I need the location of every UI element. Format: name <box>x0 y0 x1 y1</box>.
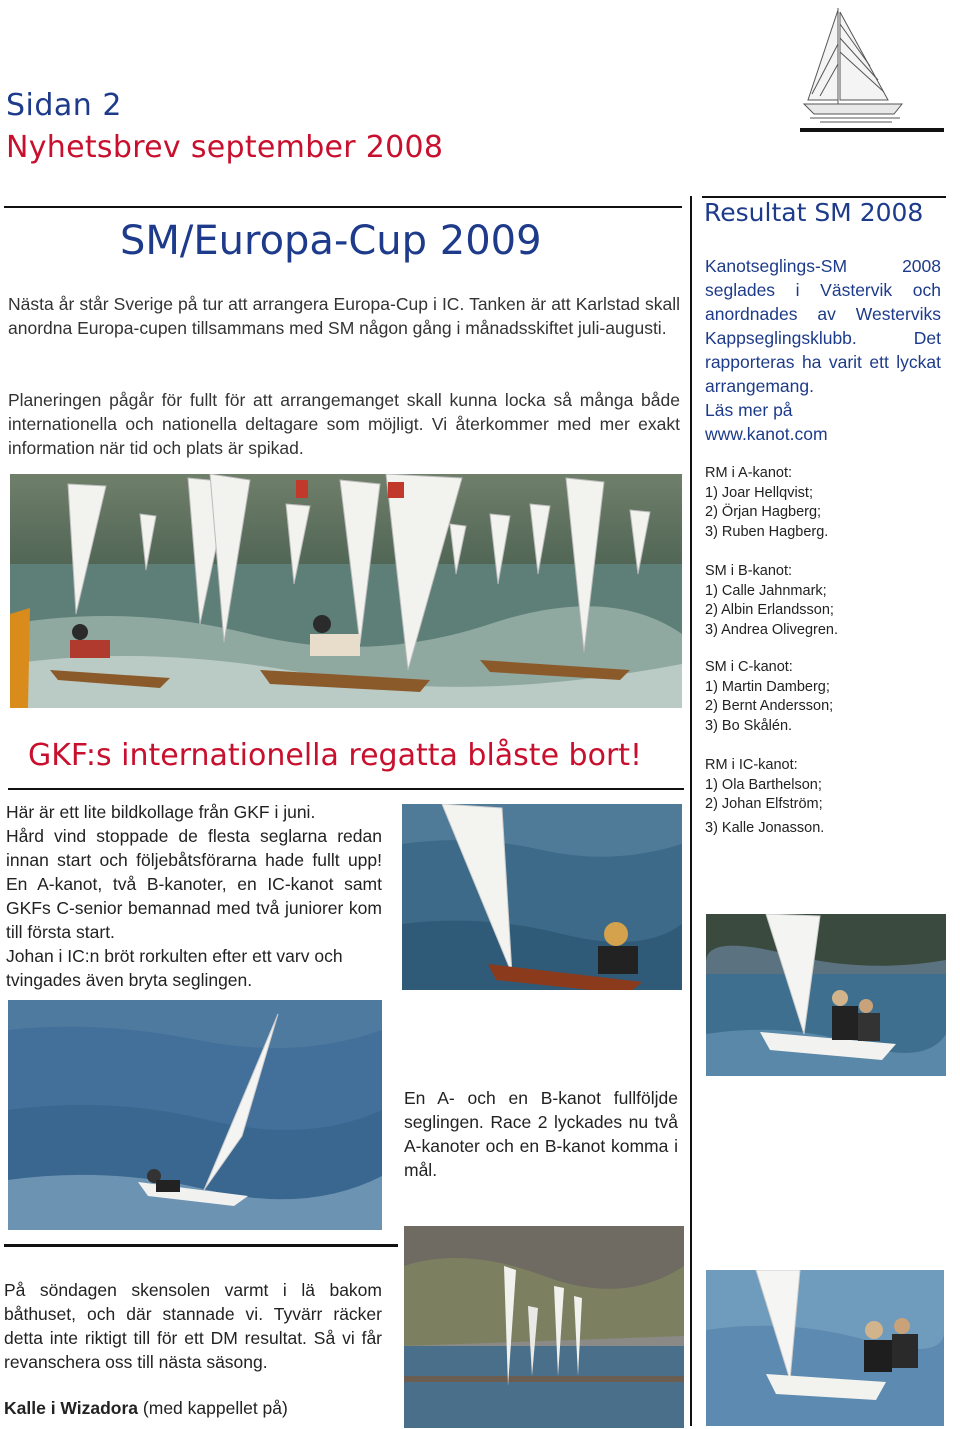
result-line: 3) Kalle Jonasson. <box>705 819 825 836</box>
column-divider <box>690 196 692 1426</box>
b-kanot-photo <box>706 914 946 1076</box>
harbor-photo <box>404 1226 684 1428</box>
gkf-paragraph-1: Här är ett lite bildkollage från GKF i juni. <box>6 802 316 822</box>
result-line: 1) Martin Damberg; <box>705 678 830 695</box>
header-rule <box>800 128 944 132</box>
newsletter-title: Nyhetsbrev september 2008 <box>6 130 444 165</box>
gkf-regatta-title: GKF:s internationella regatta blåste bort! <box>28 738 643 773</box>
result-line: 2) Bernt Andersson; <box>705 698 834 714</box>
result-group-a <box>705 464 945 542</box>
resultat-link[interactable]: www.kanot.com <box>705 424 828 444</box>
photo-credit-name: Kalle i Wizadora <box>4 1398 139 1418</box>
sm-paragraph-2: Planeringen pågår för fullt för att arrangemanget skall kunna locka så många både internationella och nationella deltagare som möjligt. Vi återkommer med mer exakt information när tid och plats är spikad. <box>8 390 680 458</box>
page-label: Sidan 2 <box>6 88 122 123</box>
photo-credit-rest: (med kappellet på) <box>138 1398 288 1418</box>
a-kanot-photo <box>402 804 682 990</box>
result-heading: RM i A-kanot: <box>705 465 793 481</box>
result-line: 1) Ola Barthelson; <box>705 776 822 793</box>
gkf-caption-bottom: På söndagen skensolen varmt i lä bakom båthuset, och där stannade vi. Tyvärr räcker detta inte riktigt till för ett DM resultat. Så vi får revanschera oss till nästa säsong. <box>4 1280 382 1372</box>
resultat-sm-title: Resultat SM 2008 <box>704 198 924 227</box>
result-line: 3) Andrea Olivegren. <box>705 621 838 638</box>
result-heading: RM i IC-kanot: <box>705 757 798 773</box>
result-group-ic <box>705 756 945 838</box>
result-line: 2) Örjan Hagberg; <box>705 504 822 520</box>
gkf-caption-mid: En A- och en B-kanot fullföljde seglingen. Race 2 lyckades nu två A-kanoter och en B-kanot komma i mål. <box>404 1088 678 1180</box>
result-line: 2) Johan Elfström; <box>705 796 823 812</box>
result-line: 1) Joar Hellqvist; <box>705 484 813 501</box>
gkf-paragraph-2: Hård vind stoppade de flesta seglarna redan innan start och följebåtsförarna hade fullt upp! En A-kanot, två B-kanoter, en IC-kanot samt GKFs C-senior bemannad med två juniorer kom till första start. <box>6 826 382 942</box>
two-sailors-photo <box>706 1270 944 1426</box>
ic-kanot-waves-photo <box>8 1000 382 1230</box>
result-group-b <box>705 562 945 640</box>
gkf-rule-bottom <box>8 788 684 790</box>
photo-credit <box>4 1396 394 1420</box>
result-line: 2) Albin Erlandsson; <box>705 602 834 618</box>
sailboat-logo <box>800 4 910 124</box>
section-rule-left <box>4 206 682 208</box>
sm-europa-cup-title: SM/Europa-Cup 2009 <box>120 218 542 264</box>
result-line: 3) Bo Skålén. <box>705 717 793 734</box>
bottom-rule <box>4 1244 398 1247</box>
resultat-intro: Kanotseglings-SM 2008 seglades i Västervik och anordnades av Westerviks Kappseglingsklubb. Det rapporteras ha varit ett lyckat arrangemang. <box>705 256 941 396</box>
result-heading: SM i B-kanot: <box>705 563 793 579</box>
result-line: 1) Calle Jahnmark; <box>705 582 827 599</box>
sm-paragraph-1: Nästa år står Sverige på tur att arrangera Europa-Cup i IC. Tanken är att Karlstad skall anordna Europa-cupen tillsammans med SM någon gång i månadsskiftet juli-augusti. <box>8 294 680 338</box>
resultat-read-more: Läs mer på <box>705 400 793 420</box>
gkf-paragraph-3: Johan i IC:n bröt rorkulten efter ett varv och tvingades även bryta seglingen. <box>6 946 343 990</box>
regatta-start-photo <box>10 474 682 708</box>
result-heading: SM i C-kanot: <box>705 659 793 675</box>
result-line: 3) Ruben Hagberg. <box>705 523 829 540</box>
result-group-c <box>705 658 945 736</box>
